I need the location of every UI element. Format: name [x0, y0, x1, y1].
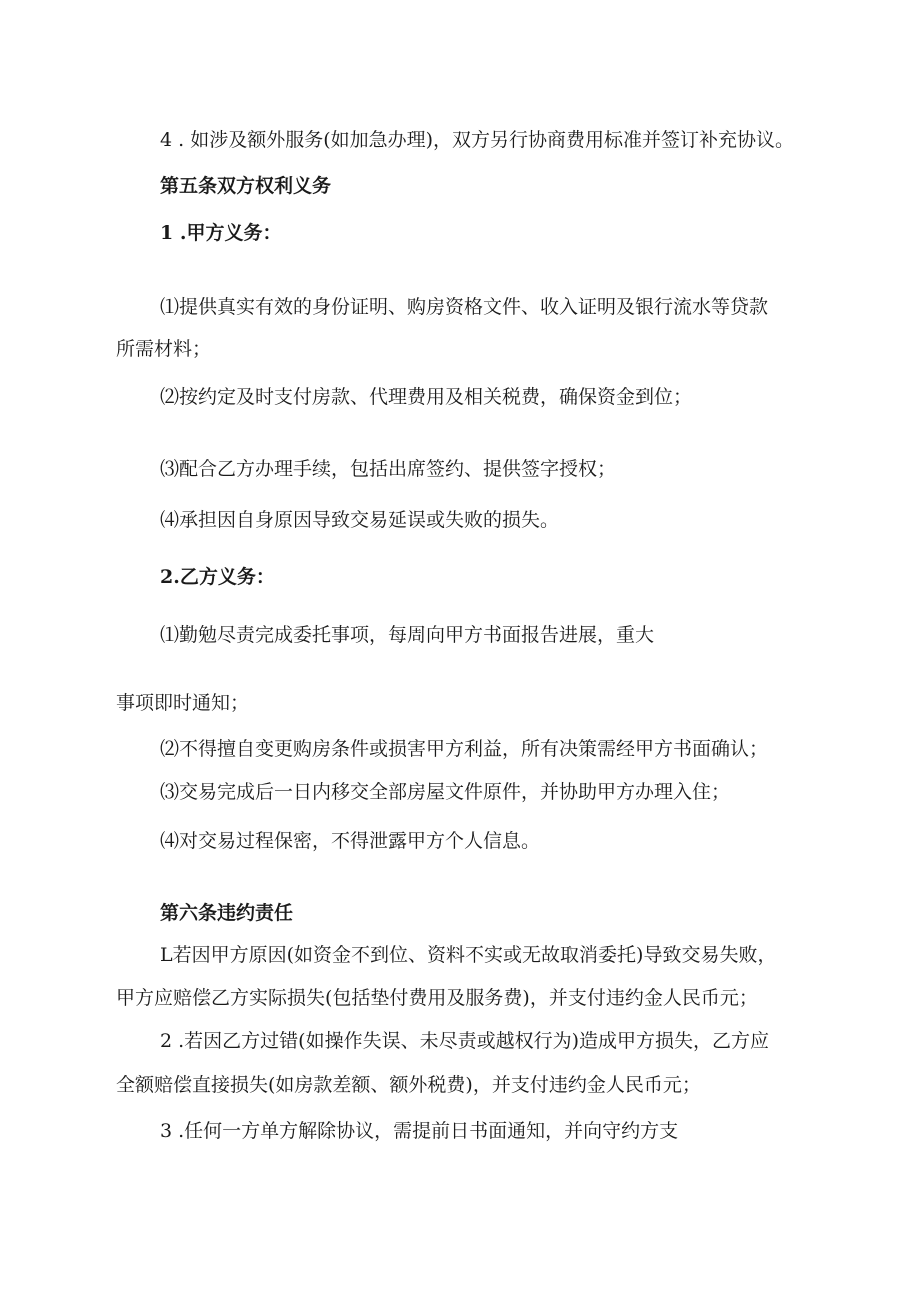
- liability-clause-1-cont: 甲方应赔偿乙方实际损失(包括垫付费用及服务费)，并支付违约金人民币元；: [116, 987, 758, 1009]
- party-b-item-1-cont: 事项即时通知；: [116, 692, 250, 714]
- party-b-item-3: ⑶交易完成后一日内移交全部房屋文件原件，并协助甲方办理入住；: [160, 781, 731, 803]
- party-a-obligations-heading: 1 .甲方义务：: [160, 222, 282, 244]
- party-a-item-2: ⑵按约定及时支付房款、代理费用及相关税费，确保资金到位；: [160, 386, 693, 408]
- party-b-item-4: ⑷对交易过程保密，不得泄露甲方个人信息。: [160, 830, 541, 852]
- party-a-item-4: ⑷承担因自身原因导致交易延误或失败的损失。: [160, 509, 560, 531]
- liability-clause-3: 3 .任何一方单方解除协议，需提前日书面通知，并向守约方支: [160, 1120, 679, 1142]
- article-5-heading: 第五条双方权利义务: [160, 175, 332, 197]
- liability-clause-2: 2 .若因乙方过错(如操作失误、未尽责或越权行为)造成甲方损失，乙方应: [160, 1030, 769, 1052]
- liability-clause-2-cont: 全额赔偿直接损失(如房款差额、额外税费)，并支付违约金人民币元；: [116, 1074, 701, 1096]
- article-6-heading: 第六条违约责任: [160, 902, 294, 924]
- clause-4-extra-services: 4 . 如涉及额外服务(如加急办理)，双方另行协商费用标准并签订补充协议。: [160, 129, 795, 151]
- party-a-item-1-cont: 所需材料；: [116, 338, 212, 360]
- party-a-item-1: ⑴提供真实有效的身份证明、购房资格文件、收入证明及银行流水等贷款: [160, 296, 769, 318]
- liability-clause-1: L若因甲方原因(如资金不到位、资料不实或无故取消委托)导致交易失败，: [160, 944, 777, 966]
- party-b-item-1: ⑴勤勉尽责完成委托事项，每周向甲方书面报告进展，重大: [160, 624, 655, 646]
- party-b-obligations-heading: 2.乙方义务：: [160, 566, 275, 588]
- party-a-item-3: ⑶配合乙方办理手续，包括出席签约、提供签字授权；: [160, 458, 617, 480]
- party-b-item-2: ⑵不得擅自变更购房条件或损害甲方利益，所有决策需经甲方书面确认；: [160, 738, 769, 760]
